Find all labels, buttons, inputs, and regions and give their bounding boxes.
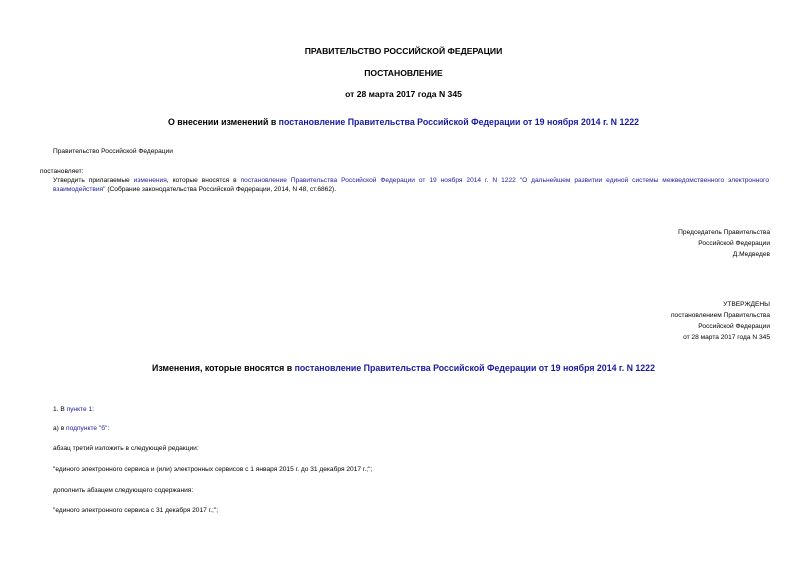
decision-paragraph [53, 176, 769, 194]
punkt-1-link[interactable]: пункте 1 [66, 406, 93, 413]
item-a-prefix: а) в [53, 425, 67, 432]
approval-heading: УТВЕРЖДЕНЫ [723, 301, 770, 308]
podpunkt-b-link[interactable]: подпункте "б" [66, 425, 108, 432]
changes-link[interactable]: изменения [133, 177, 167, 184]
decision-part3: (Собрание законодательства Российской Федерации, 2014, N 48, ст.6862). [105, 186, 337, 193]
item-1-suffix: : [92, 406, 94, 413]
decides-text: постановляет: [40, 168, 84, 175]
signature-title: Председатель Правительства [678, 229, 770, 236]
changes-title-link[interactable]: постановление Правительства Российской Федерации от 19 ноября 2014 г. N 1222 [294, 363, 655, 373]
abzac-text: абзац третий изложить в следующей редакции: [53, 445, 199, 452]
changes-title-prefix: Изменения, которые вносятся в [152, 363, 295, 373]
approval-line2: постановлением Правительства [670, 312, 770, 319]
issuer-text: Правительство Российской Федерации [53, 148, 173, 155]
add-paragraph-text: дополнить абзацем следующего содержания: [53, 487, 194, 494]
item-1 [53, 405, 94, 414]
title-prefix: О внесении изменений в [167, 117, 279, 127]
decree-1222-link[interactable]: постановление Правительства Российской Федерации от 19 ноября 2014 г. N 1222 "О дальнейшем развитии единой системы межведомственного электронного взаимодействия" [53, 177, 769, 193]
item-a [53, 424, 109, 433]
item-1-prefix: 1. В [53, 406, 67, 413]
decision-part1: Утвердить прилагаемые [53, 177, 134, 184]
changes-title [0, 363, 807, 373]
quote-2: "единого электронного сервиса с 31 декабря 2017 г.;"; [53, 507, 219, 514]
government-heading: ПРАВИТЕЛЬСТВО РОССИЙСКОЙ ФЕДЕРАЦИИ [304, 46, 503, 56]
approval-line3: Российской Федерации [698, 323, 770, 330]
signature-country: Российской Федерации [698, 240, 770, 247]
document-date-number: от 28 марта 2017 года N 345 [345, 89, 462, 99]
decision-part2: , которые вносятся в [166, 177, 241, 184]
item-a-suffix: : [107, 425, 110, 432]
quote-1: "единого электронного сервиса и (или) электронных сервисов с 1 января 2015 г. до 31 декабря 2017 г.;"; [53, 466, 373, 473]
title-link[interactable]: постановление Правительства Российской Федерации от 19 ноября 2014 г. N 1222 [278, 117, 640, 127]
signature-name: Д.Медведев [732, 251, 770, 258]
approval-date: от 28 марта 2017 года N 345 [683, 334, 770, 341]
document-title [0, 117, 807, 127]
document-type: ПОСТАНОВЛЕНИЕ [364, 68, 443, 78]
